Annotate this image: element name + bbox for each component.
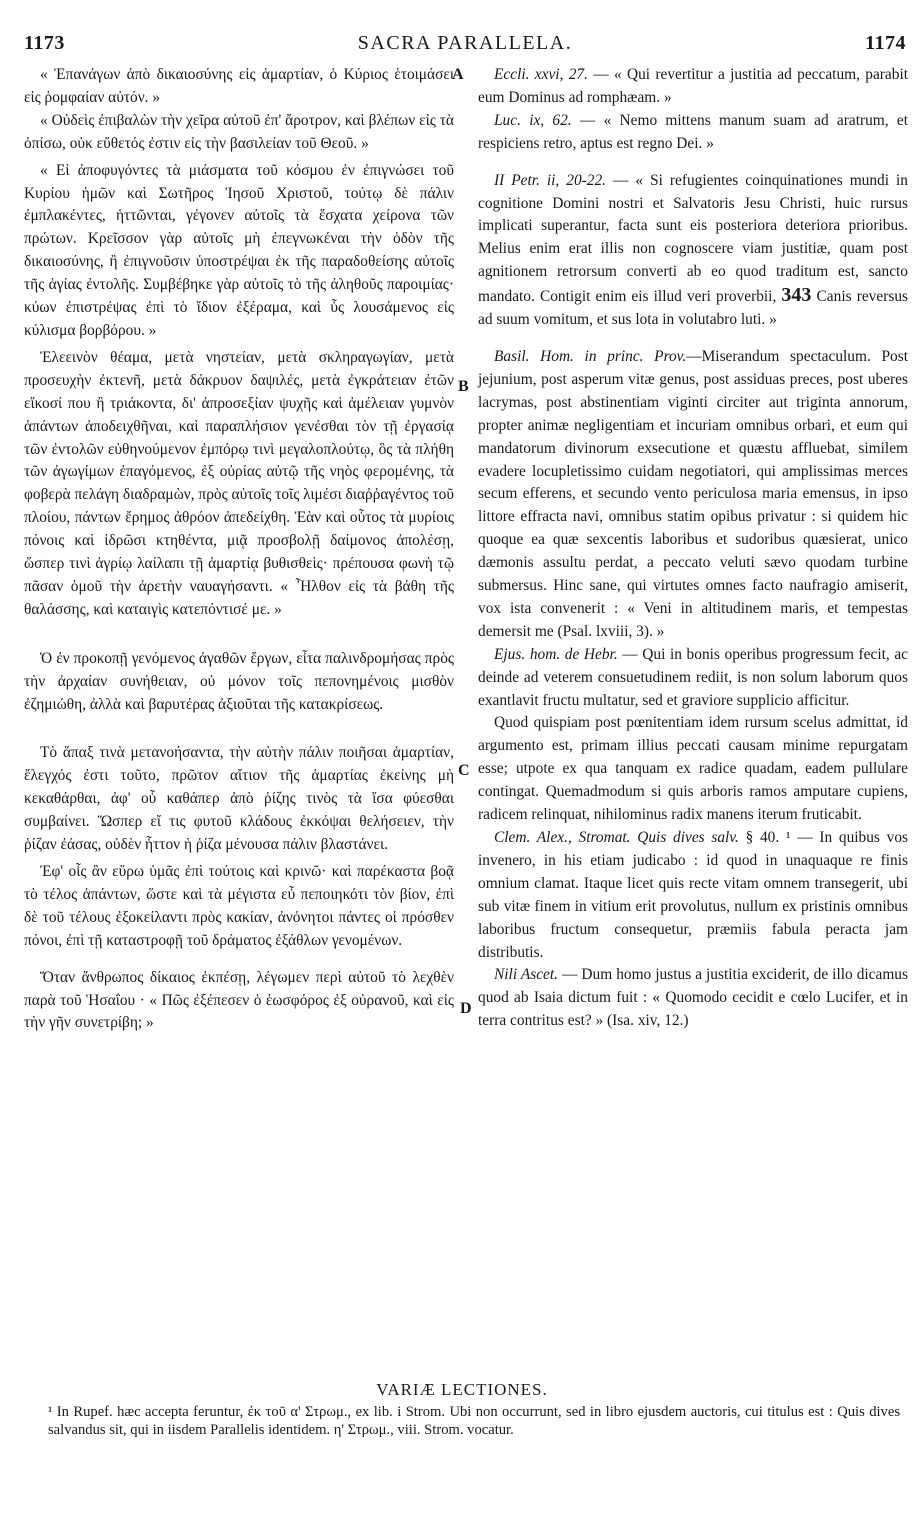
latin-text: § 40. ¹ — In quibus vos invenero, in his etiam judicabo : id quod in unaquaque re finis omnium clamat. Itaque licet quis recte vitam omnem transegerit, ubi sub vitæ finem in vitium erit provolutus, nullum ex pristinis omnibus laboribus fructum consequetur, præmiis fabula peracta jam distributis. <box>478 829 909 961</box>
citation: Nili Ascet. <box>494 966 558 984</box>
running-title: SACRA PARALLELA. <box>357 32 573 54</box>
latin-text: — « Si refugientes coinquinationes mundi in cognitione Domini nostri et Salvatoris Jesu Christi, huic rursus implicati superantur, facta sunt eis posteriora deteriora prioribus. Melius enim erat illis non cognoscere viam justitiæ, quam post agnitionem retrorsum converti ab eo quod traditum est, sancto mandato. Contigit enim eis illud veri proverbii, <box>478 171 908 306</box>
citation: Basil. Hom. in princ. Prov. <box>494 347 687 365</box>
margin-letter-d: D <box>460 1000 472 1017</box>
greek-paragraph: Ἐφ' οἷς ἂν εὕρω ὑμᾶς ἐπὶ τούτοις καὶ κρινῶ· καὶ παρέκαστα βοᾷ τὸ τέλος ἁπάντων, ὥστε καὶ τὰ μέγιστα εὖ πεποιηκότι τὸν βίον, ἐπὶ δὲ τοῦ τέλους ἐξοκείλαντι πρὸς κακίαν, ἀνόνητοι πάντες οἱ πρόσθεν πόνοι, ἐπὶ τῇ καταστροφῇ τοῦ δράματος ἐξάθλων γενομένων. <box>24 863 454 949</box>
latin-text: — « Qui revertitur a justitia ad peccatum, parabit eum Dominus ad romphæam. » <box>478 66 908 106</box>
variae-lectiones-heading: VARIÆ LECTIONES. <box>376 1380 548 1399</box>
footnote: ¹ In Rupef. hæc accepta feruntur, ἐκ τοῦ α' Στρωμ., ex lib. i Strom. Ubi non occurrunt, sed in libro ejusdem auctoris, cui titulus est : Quis dives salvandus sit, qui in iisdem Parallelis identidem. η' Στρωμ., viii. Strom. vocatur. <box>48 1404 900 1438</box>
margin-letter-c: C <box>458 762 470 779</box>
latin-paragraph <box>478 644 908 713</box>
latin-text: — Dum homo justus a justitia exciderit, de illo dicamus quod ab Isaia dictum fuit : « Quomodo cecidit e cœlo Lucifer, et in terra contritus est? » (Isa. xiv, 12.) <box>478 966 908 1030</box>
page-number-right: 1174 <box>865 32 906 54</box>
latin-paragraph <box>478 827 908 964</box>
greek-paragraph: Ὅταν ἄνθρωπος δίκαιος ἐκπέσῃ, λέγωμεν περὶ αὐτοῦ τὸ λεχθὲν παρὰ τοῦ Ἡσαΐου · « Πῶς ἐξέπεσεν ὁ ἑωσφόρος ἐξ οὐρανοῦ, καὶ εἰς τὴν γῆν συνετρίβη; » <box>24 968 454 1032</box>
page-number-left: 1173 <box>24 32 65 54</box>
latin-text: — « Nemo mittens manum suam ad aratrum, et respiciens retro, aptus est regno Dei. » <box>478 111 908 152</box>
citation: Luc. ix, 62. <box>494 111 572 129</box>
latin-column <box>478 64 908 1033</box>
citation: II Petr. ii, 20-22. <box>494 171 607 189</box>
greek-column <box>24 64 454 1035</box>
greek-paragraph: « Ἐπανάγων ἀπὸ δικαιοσύνης εἰς ἁμαρτίαν, ὁ Κύριος ἑτοιμάσει εἰς ῥομφαίαν αὐτόν. » <box>24 66 454 106</box>
latin-paragraph <box>478 964 908 1033</box>
latin-paragraph <box>478 110 908 156</box>
margin-letter-a: A <box>452 66 464 83</box>
column-number: 343 <box>781 284 812 307</box>
latin-paragraph <box>478 712 908 827</box>
latin-text: —Miserandum spectaculum. Post jejunium, post asperum vitæ genus, post assiduas preces, post uberes lacrymas, post abstinentiam viginti circiter aut triginta annorum, propter animæ negligentiam et incuriam omnibus orbari, et eum qui mandatorum divinorum exsecutione et quæstu affluebat, similem evadere locupletissimo cuidam negotiatori, qui amplissimas merces secum efferens, et secundo vento periculosa maria emensus, in ipso littore effracta navi, omnibus statim opibus privatur : si quidem hic quoque ea quæ sexcentis laboribus et sudoribus quæsierat, unico dæmonis assultu perdat, a peccato veluti sævo quodam turbine submersus. Hinc sane, qui virtutes omnes facto naufragio amiserit, vox ista convenerit : « Veni in altitudinem maris, et tempestas demersit me (Psal. lxviii, 3). » <box>478 347 908 640</box>
running-header <box>24 32 906 62</box>
greek-paragraph: « Οὐδεὶς ἐπιβαλὼν τὴν χεῖρα αὐτοῦ ἐπ' ἄροτρον, καὶ βλέπων εἰς τὰ ὀπίσω, οὐκ εὔθετός ἐστιν εἰς τὴν βασιλείαν τοῦ Θεοῦ. » <box>24 111 454 152</box>
latin-paragraph <box>478 170 908 332</box>
greek-paragraph: « Εἰ ἀποφυγόντες τὰ μιάσματα τοῦ κόσμου ἐν ἐπιγνώσει τοῦ Κυρίου ἡμῶν καὶ Σωτῆρος Ἰησοῦ Χριστοῦ, τούτῳ δὲ πάλιν ἐμπλακέντες, ἡττῶνται, γέγονεν αὐτοῖς τὰ ἔσχατα χείρονα τῶν πρώτων. Κρεῖσσον γὰρ αὐτοῖς μὴ ἐπεγνωκέναι τὴν ὁδὸν τῆς δικαιοσύνης, ἢ ἐπιγνοῦσιν ὑποστρέψαι ἐκ τῆς παραδοθείσης αὐτοῖς τῆς ἁγίας ἐντολῆς. Συμβέβηκε γὰρ αὐτοῖς τὸ τῆς ἀληθοῦς παροιμίας· κύων ἐπιστρέψας ἐπὶ τὸ ἴδιον ἐξέραμα, καὶ ὗς λουσάμενος εἰς κύλισμα βορβόρου. » <box>24 161 454 339</box>
latin-text: — Qui in bonis operibus progressum fecit, ac deinde ad veterem consuetudinem rediit, is non solum laborum quos exantlavit fructu multatur, sed et graviore supplicio afficitur. <box>478 645 909 709</box>
latin-paragraph <box>478 64 908 110</box>
citation: Clem. Alex., Stromat. Quis dives salv. <box>494 829 739 846</box>
greek-paragraph: Ἐλεεινὸν θέαμα, μετὰ νηστείαν, μετὰ σκληραγωγίαν, μετὰ προσευχὴν ἐκτενῆ, μετὰ δάκρυον δαψιλές, μετὰ ἐγκράτειαν ἐτῶν εἴκοσί που ἢ τριάκοντα, δι' ἀπροσεξίαν ψυχῆς καὶ ἀμέλειαν γυμνὸν ἁπάντων ἀποδειχθῆναι, καὶ παραπλήσιον γενέσθαι τὸν τῇ ἐργασίᾳ τῶν ἐντολῶν εὐθηνούμενον ἐμπόρῳ τινὶ μεγαλοπλούτῳ, ὃς τὰ πλήθη τῶν ἀγωγίμων ἐπαγόμενος, ἐξ οὐρίας αὐτῷ τῆς νηὸς φερομένης, τὰ φοβερὰ πελάγη διαδραμὼν, πρὸς αὐτοῖς τοῖς λιμέσι διαῤῥαγέντος τοῦ πλοίου, πάντων ἔρημος ἀθρόον ἀπεδείχθη. Ἐὰν καὶ οὗτος τὰ μυρίοις πόνοις καὶ ἱδρῶσι κτηθέντα, μιᾷ προσβολῇ δαίμονος ἀπολέσῃ, ὥσπερ τινὶ ἀγρίῳ λαίλαπι τῇ ἁμαρτίᾳ βυθισθεὶς· πρέπουσα φωνὴ τῷ πᾶσαν ὁμοῦ τὴν ἀρετὴν ναυαγήσαντι. « Ἦλθον εἰς τὰ βάθη τῆς θαλάσσης, καὶ καταιγὶς κατεπόντισέ με. » <box>24 348 454 618</box>
latin-text: Quod quispiam post pœnitentiam idem rursum scelus admittat, id argumento est, primam illius peccati causam minime repurgatam esse; utpote ex qua tanquam ex radice quadam, eadem pullulare contingat. Quemadmodum si quis arboris ramos amputare cupiens, radicem relinquat, nihilominus radix manens iterum fruticabit. <box>478 714 908 824</box>
latin-text: Canis reversus ad suum vomitum, et sus lota in volutabro luti. » <box>478 288 908 329</box>
greek-paragraph: Τὸ ἅπαξ τινὰ μετανοήσαντα, τὴν αὐτὴν πάλιν ποιῆσαι ἁμαρτίαν, ἔλεγχός ἐστι τοῦτο, πρῶτον αἴτιον τῆς ἁμαρτίας ἐκείνης μὴ κεκαθάρθαι, ἀφ' οὗ καθάπερ ἀπὸ ῥίζης τινὸς τὰ ἴσα φύεσθαι συμβαίνει. Ὥσπερ εἴ τις φυτοῦ κλάδους ἐκκόψαι θελήσειεν, τὴν ῥίζαν ἐάσας, οὐδὲν ἧττον ἡ ῥίζα μένουσα πάλιν βλαστάνει. <box>24 744 454 854</box>
margin-letter-b: B <box>458 378 469 395</box>
citation: Ejus. hom. de Hebr. <box>494 645 618 663</box>
citation: Eccli. xxvi, 27. <box>494 66 588 83</box>
greek-paragraph: Ὁ ἐν προκοπῇ γενόμενος ἀγαθῶν ἔργων, εἶτα παλινδρομήσας πρὸς τὴν ἀρχαίαν συνήθειαν, οὐ μόνον τοῖς πεπονημένοις μισθὸν ἐζημιώθη, ἀλλὰ καὶ βαρυτέρας ἀξιοῦται τῆς κατακρίσεως. <box>24 649 454 713</box>
latin-paragraph <box>478 346 908 644</box>
